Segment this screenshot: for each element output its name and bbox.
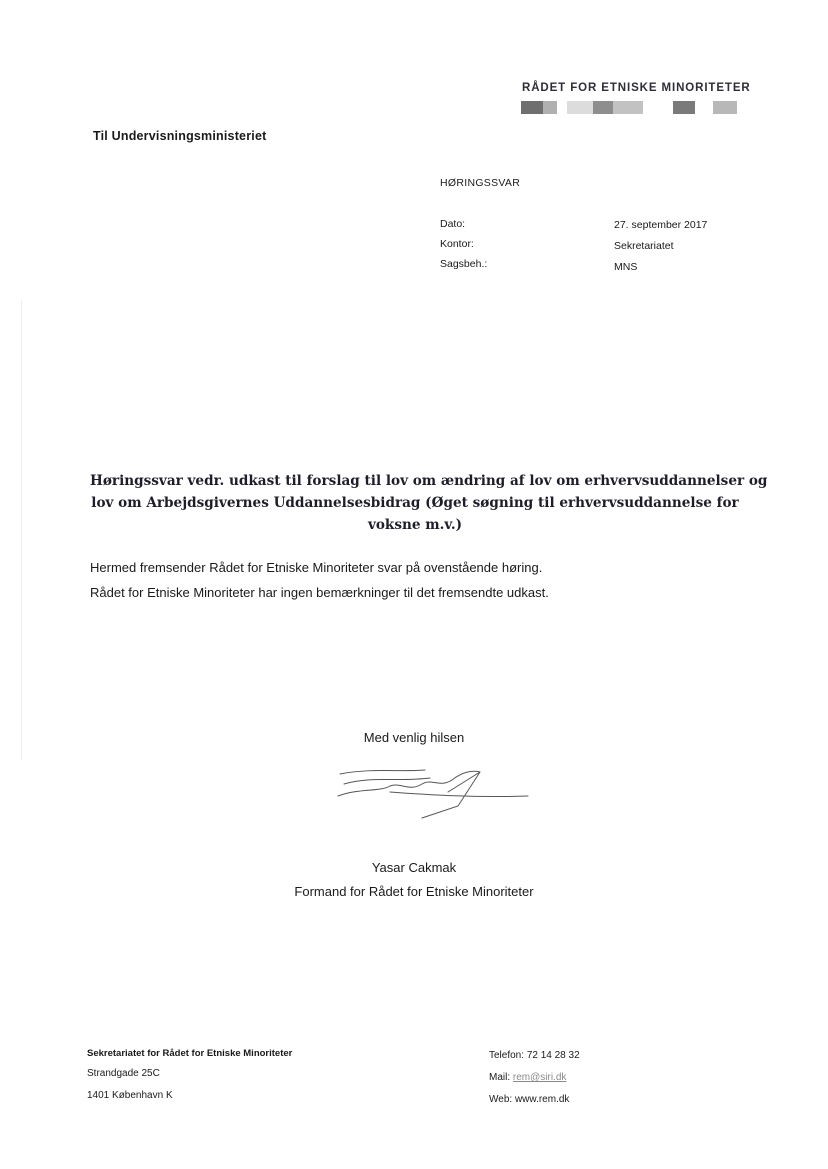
scan-edge-line: [21, 300, 22, 760]
body-paragraph: Rådet for Etniske Minoriteter har ingen bemærkninger til det fremsendte udkast.: [90, 585, 549, 600]
meta-label-office: Kontor:: [440, 238, 474, 250]
mail-label: Mail:: [489, 1072, 511, 1083]
mail-link[interactable]: rem@siri.dk: [512, 1072, 567, 1083]
closing: Med venlig hilsen: [363, 730, 465, 745]
logo-block-3: [567, 101, 593, 114]
logo-block-5: [613, 101, 643, 114]
footer-phone: [489, 1050, 580, 1061]
heading-line: voksne m.v.): [367, 517, 463, 533]
heading-line: lov om Arbejdsgivernes Uddannelsesbidrag (Øget søgning til erhvervsuddannelse for: [91, 495, 739, 511]
meta-label-date: Dato:: [440, 218, 466, 230]
footer-mail: [489, 1072, 566, 1083]
logo-block-1: [521, 101, 543, 114]
body-paragraph: Hermed fremsender Rådet for Etniske Minoriteter svar på ovenstående høring.: [90, 560, 543, 575]
org-logo-text: RÅDET FOR ETNISKE MINORITETER: [522, 82, 751, 94]
meta-value-case-handler: MNS: [614, 261, 638, 273]
meta-value-date: 27. september 2017: [614, 219, 708, 231]
footer-web: [489, 1094, 569, 1105]
logo-block-7: [713, 101, 737, 114]
meta-value-office: Sekretariatet: [614, 240, 674, 252]
logo-block-2: [543, 101, 557, 114]
web-link[interactable]: www.rem.dk: [514, 1094, 570, 1105]
doc-type: HØRINGSSVAR: [440, 177, 521, 189]
meta-label-case-handler: Sagsbeh.:: [440, 258, 488, 270]
logo-block-4: [593, 101, 613, 114]
phone-value: 72 14 28 32: [526, 1050, 580, 1061]
handwritten-signature: [330, 762, 530, 822]
logo-block-6: [673, 101, 695, 114]
letter-heading: [90, 470, 768, 536]
org-logo-color-bar: [521, 99, 739, 115]
web-label: Web:: [489, 1094, 513, 1105]
signer-name: Yasar Cakmak: [371, 860, 457, 875]
heading-line: Høringssvar vedr. udkast til forslag til lov om ændring af lov om erhvervsuddannelser og: [90, 473, 768, 489]
footer-city: 1401 København K: [87, 1090, 173, 1101]
phone-label: Telefon:: [489, 1050, 525, 1061]
signer-title: Formand for Rådet for Etniske Minoriteter: [294, 884, 534, 899]
footer-org-name: Sekretariatet for Rådet for Etniske Minoriteter: [87, 1048, 293, 1059]
recipient: Til Undervisningsministeriet: [93, 129, 267, 143]
footer-street: Strandgade 25C: [87, 1068, 160, 1079]
